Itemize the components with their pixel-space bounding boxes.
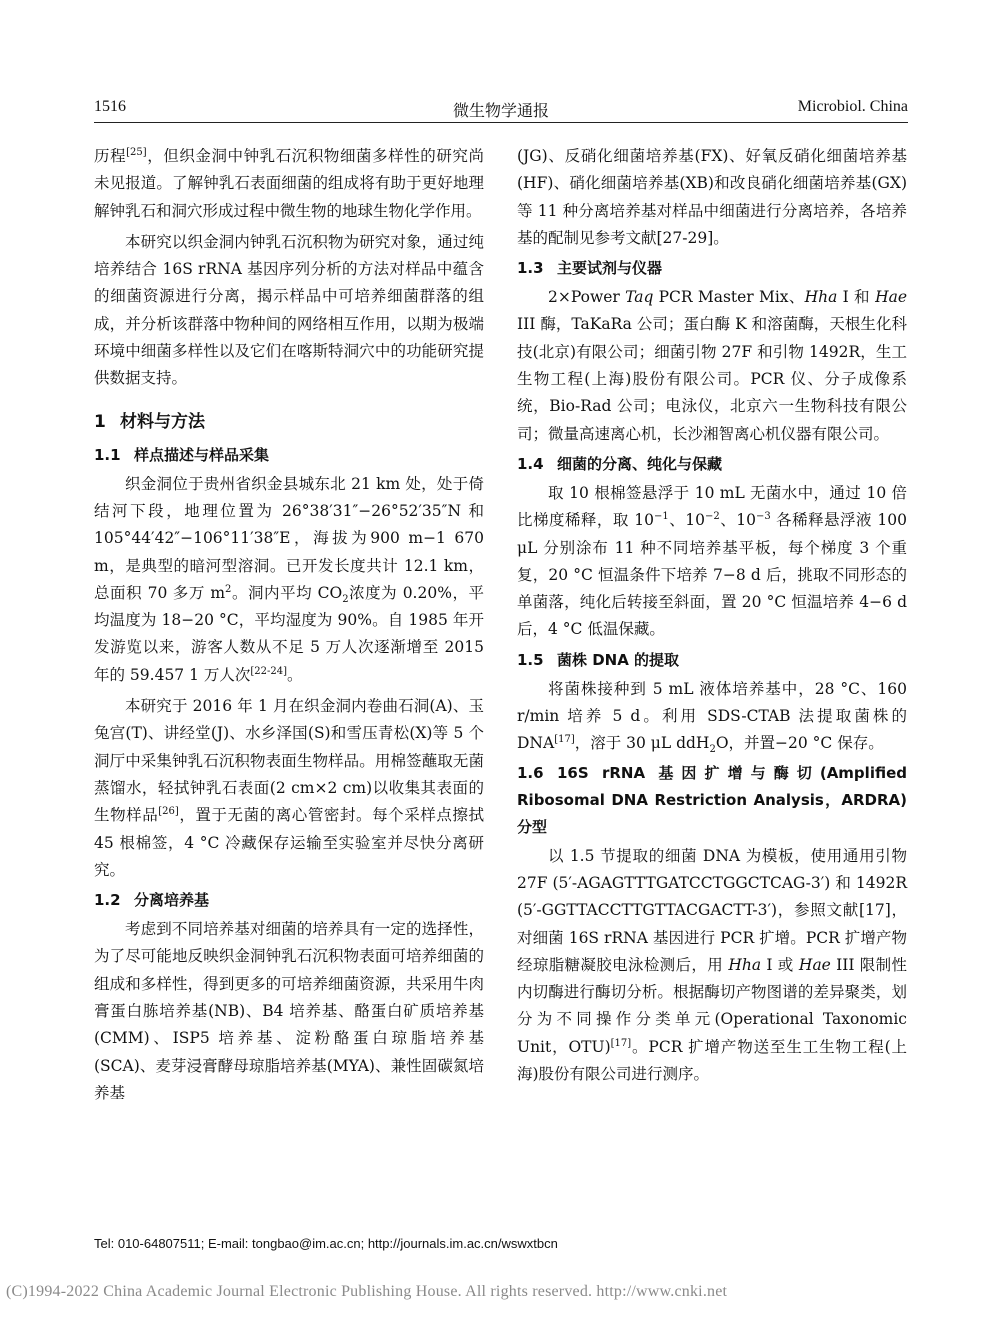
citation[interactable]: [25] (126, 146, 147, 158)
paragraph-sampling: 本研究于 2016 年 1 月在织金洞内卷曲石洞(A)、玉兔宫(T)、讲经堂(J)、水乡泽国(S)和雪压青松(X)等 5 个洞厅中采集钟乳石沉积物表面生物样品。用棉签蘸取无菌蒸馏水，轻拭钟乳石表面(2 cm×2 cm)以收集其表面的生物样品[26]，置于无菌的离心管密封。每个采样点擦拭 45 根棉签，4 °C 冷藏保存运输至实验室并尽快分离研究。 (94, 697, 484, 879)
citation[interactable]: [22-24] (250, 665, 288, 677)
citation[interactable]: [17] (554, 734, 575, 746)
running-header (94, 92, 908, 123)
left-column (94, 143, 484, 1107)
paragraph-study-aim: 本研究以织金洞内钟乳石沉积物为研究对象，通过纯培养结合 16S rRNA 基因序列分析的方法对样品中蕴含的细菌资源进行分离，揭示样品中可培养细菌群落的组成，并分析该群落中物种间的网络相互作用，以期为极端环境中细菌多样性以及它们在喀斯特洞穴中的功能研究提供数据支持。 (94, 232, 484, 388)
section-heading-1-3: 1.3 主要试剂与仪器 (517, 259, 663, 278)
paragraph-isolation: 取 10 根棉签悬浮于 10 mL 无菌水中，通过 10 倍比梯度稀释，取 $10^{-1}$、$10^{-2}$、$10^{-3}$ 各稀释悬浮液 100 μL 分别涂布 11 种不同培养基平板，每个梯度 3 个重复，20 °C 恒温条件下培养 7−8 d 后，挑取不同形态的单菌落，纯化后转接至斜面，置 20 °C 恒温培养 4−6 d 后，4 °C 低温保藏。 (517, 483, 907, 639)
footer-contact: Tel: 010-64807511; E-mail: tongbao@im.ac.cn; http://journals.im.ac.cn/wswxtbcn (94, 1236, 558, 1251)
paragraph-media: 考虑到不同培养基对细菌的培养具有一定的选择性，为了尽可能地反映织金洞钟乳石沉积物表面可培养细菌的组成和多样性，得到更多的可培养细菌资源，共采用牛肉膏蛋白胨培养基(NB)、B4 培养基、酪蛋白矿质培养基(CMM)、ISP5 培养基、淀粉酪蛋白琼脂培养基(SCA)、麦芽浸膏酵母琼脂培养基(MYA)、兼性固碳氮培养基 (94, 920, 484, 1102)
section-heading-1-1: 1.1 样点描述与样品采集 (94, 445, 270, 464)
copyright-notice: (C)1994-2022 China Academic Journal Electronic Publishing House. All rights reserved. http://www.cnki.net (6, 1283, 728, 1300)
page-number: 1516 (94, 98, 126, 115)
journal-title-cn: 微生物学通报 (452, 101, 549, 120)
paragraph-intro-end: 历程[25]，但织金洞中钟乳石沉积物细菌多样性的研究尚未见报道。了解钟乳石表面细菌的组成将有助于更好地理解钟乳石和洞穴形成过程中微生物的地球生物化学作用。 (94, 146, 484, 220)
paragraph-media-cont: (JG)、反硝化细菌培养基(FX)、好氧反硝化细菌培养基(HF)、硝化细菌培养基(XB)和改良硝化细菌培养基(GX)等 11 种分离培养基对样品中细菌进行分离培养，各培养基的配制见参考文献[27-29]。 (517, 147, 907, 247)
citation[interactable]: [26] (158, 806, 179, 818)
paragraph-dna-extraction: 将菌株接种到 5 mL 液体培养基中，28 °C、160 r/min 培养 5 d。利用 SDS-CTAB 法提取菌株的 DNA[17]，溶于 30 μL ddH$_2$O，并置−20 °C 保存。 (517, 679, 907, 756)
right-column (517, 143, 907, 1088)
journal-title-en: Microbiol. China (797, 98, 908, 115)
citation[interactable]: [17] (610, 1037, 632, 1049)
paragraph-site-description: 织金洞位于贵州省织金县城东北 21 km 处，处于倚结河下段，地理位置为 26°38′31″−26°52′35″N 和105°44′42″−106°11′38″E，海拔为900 m−1 670 m，是典型的暗河型溶洞。已开发长度共计 12.1 km，总面积 70 多万 $m^2$。洞内平均 $CO_2$浓度为 0.20%，平均温度为 18−20 °C，平均湿度为 90%。自 1985 年开发游览以来，游客人数从不足 5 万人次逐渐增至 2015 年的 59.457 1 万人次[22-24]。 (94, 474, 485, 684)
section-heading-1-2: 1.2 分离培养基 (94, 891, 210, 910)
paragraph-ardra: 以 1.5 节提取的细菌 DNA 为模板，使用通用引物 27F (5′-AGAGTTTGATCCTGGCTCAG-3′) 和 1492R (5′-GGTTACCTTGTTACGACTT-3′)，参照文献[17]，对细菌 16S rRNA 基因进行 PCR 扩增。PCR 扩增产物经琼脂糖凝胶电泳检测后，用 Hha I 或 Hae III 限制性内切酶进行酶切分析。根据酶切产物图谱的差异聚类，划分为不同操作分类单元(Operational Taxonomic Unit，OTU)[17]。PCR 扩增产物送至生工生物工程(上海)股份有限公司进行测序。 (517, 846, 908, 1084)
section-heading-1-6: 1.6 16S rRNA 基因扩增与酶切(Amplified Ribosomal DNA Restriction Analysis，ARDRA)分型 (517, 763, 907, 836)
section-heading-1-5: 1.5 菌株 DNA 的提取 (517, 650, 680, 669)
section-heading-1-4: 1.4 细菌的分离、纯化与保藏 (517, 454, 723, 473)
section-heading-1: 1 材料与方法 (94, 411, 205, 432)
paragraph-reagents: 2×Power Taq PCR Master Mix、Hha I 和 Hae III 酶，TaKaRa 公司；蛋白酶 K 和溶菌酶，天根生化科技(北京)有限公司；细菌引物 27F 和引物 1492R，生工生物工程(上海)股份有限公司。PCR 仪、分子成像系统，Bio-Rad 公司；电泳仪，北京六一生物科技有限公司；微量高速离心机，长沙湘智离心机仪器有限公司。 (517, 288, 908, 443)
